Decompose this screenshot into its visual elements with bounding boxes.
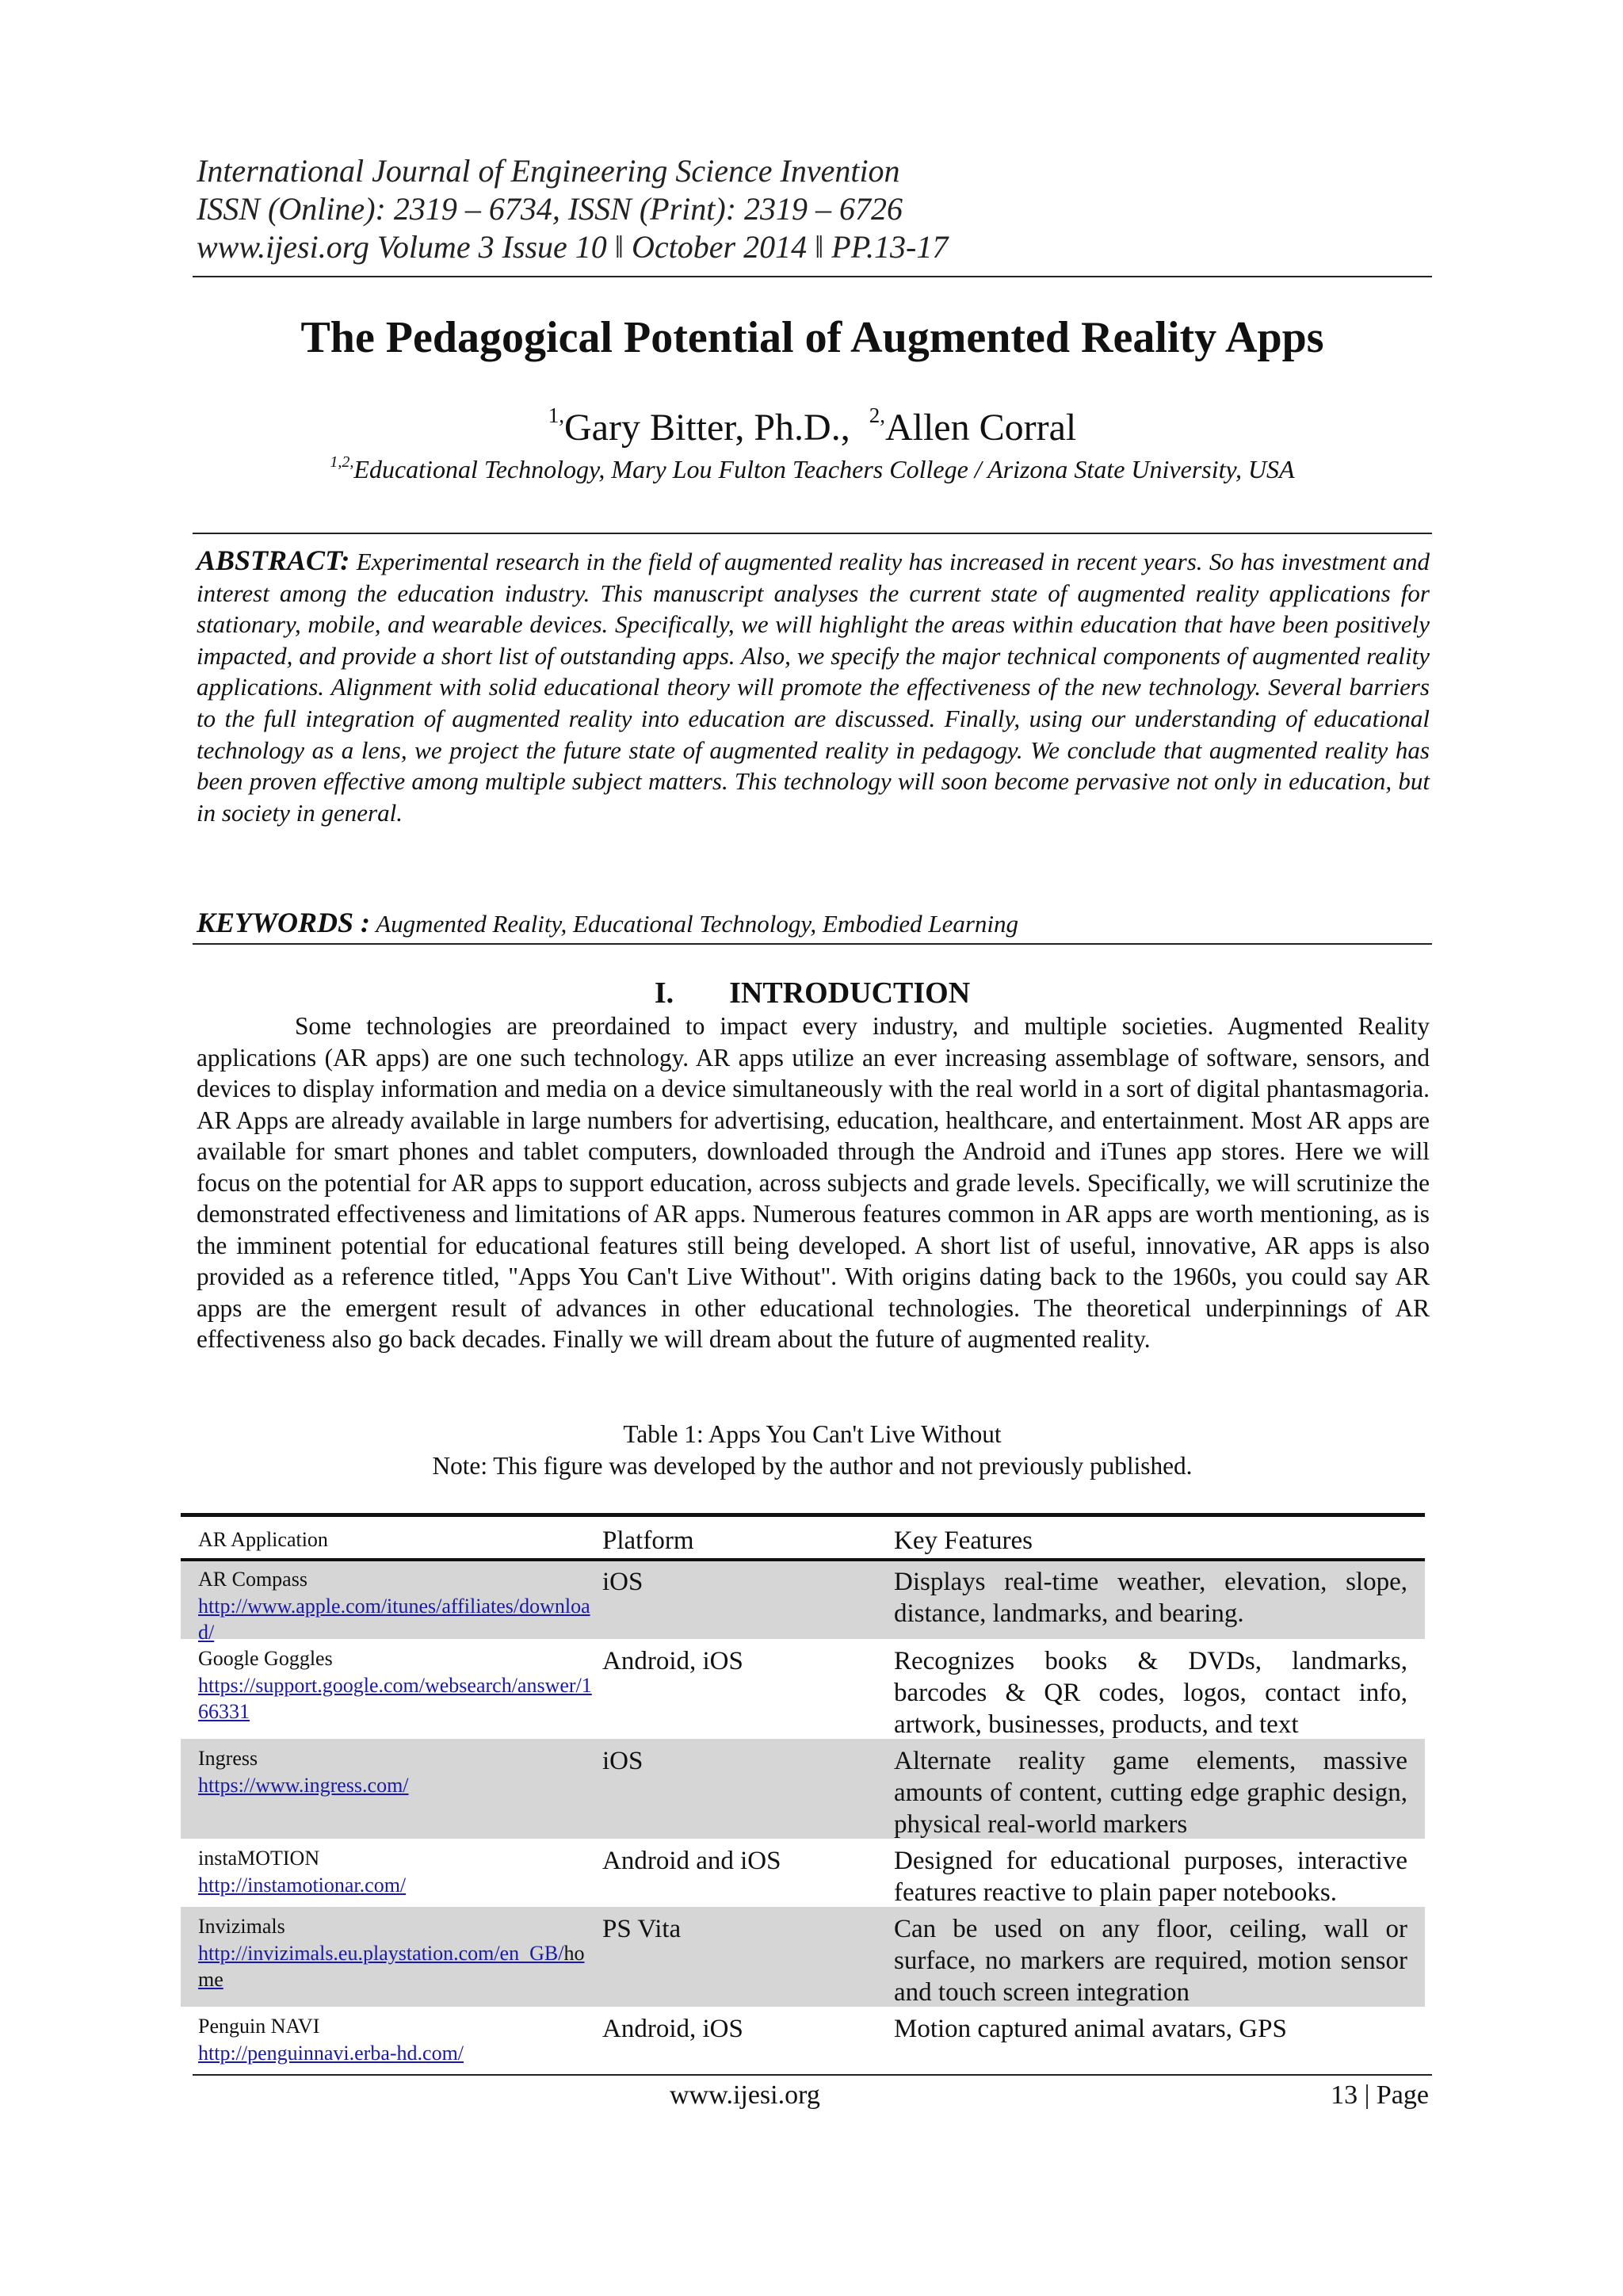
features-cell: Alternate reality game elements, massive amounts of content, cutting edge graphic design, physical real-world markers [894, 1747, 1407, 1839]
table-row [181, 1907, 1425, 2007]
journal-volume: www.ijesi.org Volume 3 Issue 10 ǁ October 2014 ǁ PP.13-17 [197, 229, 949, 265]
abstract-top-rule [193, 533, 1432, 534]
table-header-row [181, 1517, 1425, 1560]
table-header-rule [181, 1558, 1425, 1561]
author1-sup: 1, [548, 403, 565, 427]
affiliation: Educational Technology, Mary Lou Fulton Teachers College / Arizona State University, USA [353, 455, 1295, 483]
app-link[interactable]: https://www.ingress.com/ [198, 1774, 409, 1797]
app-cell [181, 1739, 593, 1839]
header-rule [193, 276, 1432, 277]
author2-sup: 2, [869, 403, 885, 427]
table-row [181, 1839, 1425, 1907]
app-link[interactable]: http://www.apple.com/itunes/affiliates/download/ [198, 1595, 590, 1644]
abstract-text: Experimental research in the field of augmented reality has increased in recent years. So has investment and interest among the education industry. This manuscript analyses the current state of augmented reality applications for stationary, mobile, and wearable devices. Specifically, we will highlight the areas within education that have been positively impacted, and provide a short list of outstanding apps. Also, we specify the major technical components of augmented reality applications. Alignment with solid educational theory will promote the effectiveness of the new technology. Several barriers to the full integration of augmented reality into education are discussed. Finally, using our understanding of educational technology as a lens, we project the future state of augmented reality in pedagogy. We conclude that augmented reality has been proven effective among multiple subject matters. This technology will soon become pervasive not only in education, but in society in general. [197, 548, 1430, 827]
table-caption-block [193, 1419, 1432, 1482]
author2-name: Allen Corral [884, 407, 1077, 449]
features-cell: Displays real-time weather, elevation, slope, distance, landmarks, and bearing. [894, 1568, 1407, 1628]
author1-name: Gary Bitter, Ph.D., [564, 407, 850, 449]
keywords [197, 907, 1430, 940]
introduction-paragraph: Some technologies are preordained to impact every industry, and multiple societies. Augmented Reality applications (AR apps) are one such technology. AR apps utilize an ever increasing assemblage of software, sensors, and devices to display information and media on a device simultaneously with the real world in a sort of digital phantasmagoria. AR Apps are already available in large numbers for advertising, education, healthcare, and entertainment. Most AR apps are available for smart phones and tablet computers, downloaded through the Android and iTunes app stores. Here we will focus on the potential for AR apps to support education, across subjects and grade levels. Specifically, we will scrutinize the demonstrated effectiveness and limitations of AR apps. Numerous features common in AR apps are worth mentioning, as is the imminent potential for educational features still being developed. A short list of useful, innovative, AR apps is also provided as a reference titled, "Apps You Can't Live Without". With origins dating back to the 1960s, you could say AR apps are the emergent result of advances in other educational technologies. The theoretical underpinnings of AR effectiveness also go back decades. Finally we will dream about the future of augmented reality. [197, 1012, 1430, 1353]
app-link-suffix: home [198, 1942, 585, 1991]
keywords-rule [193, 943, 1432, 945]
table-row [181, 1639, 1425, 1739]
table-row [181, 1560, 1425, 1644]
platform-cell: Android, iOS [602, 1647, 743, 1675]
section-title: INTRODUCTION [729, 976, 971, 1010]
footer-page-number: 13 | Page [1331, 2080, 1429, 2110]
app-name: AR Compass [198, 1568, 307, 1591]
keywords-text: Augmented Reality, Educational Technology, Embodied Learning [376, 910, 1019, 938]
apps-table [181, 1517, 1425, 2065]
app-name: Penguin NAVI [198, 2015, 320, 2038]
features-cell: Motion captured animal avatars, GPS [894, 2015, 1287, 2043]
features-cell: Designed for educational purposes, interactive features reactive to plain paper notebooks. [894, 1847, 1407, 1907]
platform-cell: iOS [602, 1568, 643, 1596]
keywords-label: KEYWORDS : [197, 907, 371, 938]
platform-cell: iOS [602, 1747, 643, 1775]
table-caption: Table 1: Apps You Can't Live Without [623, 1420, 1002, 1448]
section-number: I. [654, 976, 674, 1010]
affiliation-sup: 1,2, [330, 453, 354, 471]
footer-site: www.ijesi.org [670, 2080, 820, 2110]
paper-title: The Pedagogical Potential of Augmented Reality Apps [300, 313, 1324, 362]
abstract-label: ABSTRACT: [197, 544, 350, 576]
app-cell [181, 1560, 593, 1644]
header-key-features: Key Features [894, 1526, 1033, 1555]
table-note: Note: This figure was developed by the author and not previously published. [432, 1452, 1193, 1480]
header-platform: Platform [602, 1526, 694, 1555]
footer-rule [193, 2074, 1432, 2076]
features-cell: Can be used on any floor, ceiling, wall or surface, no markers are required, motion sensor and touch screen integration [894, 1915, 1407, 2007]
platform-cell: Android and iOS [602, 1847, 781, 1875]
app-name: Google Goggles [198, 1647, 333, 1670]
platform-cell: Android, iOS [602, 2015, 743, 2043]
section-heading [193, 975, 1432, 1011]
app-cell [181, 1907, 593, 2007]
table-row [181, 1739, 1425, 1839]
journal-header [197, 152, 1433, 266]
app-link[interactable]: https://support.google.com/websearch/answer/166331 [198, 1674, 592, 1723]
author-line [193, 403, 1432, 450]
app-link[interactable]: http://instamotionar.com/ [198, 1874, 407, 1897]
app-name: Invizimals [198, 1915, 285, 1938]
app-name: instaMOTION [198, 1847, 320, 1870]
journal-issn: ISSN (Online): 2319 – 6734, ISSN (Print): 2319 – 6726 [197, 191, 903, 227]
platform-cell: PS Vita [602, 1915, 682, 1943]
abstract [197, 545, 1430, 828]
app-cell [181, 2007, 593, 2065]
app-cell [181, 1839, 593, 1907]
table-row [181, 2007, 1425, 2065]
header-ar-application: AR Application [198, 1528, 328, 1551]
app-link-url[interactable]: http://invizimals.eu.playstation.com/en_GB/ [198, 1942, 564, 1965]
app-link[interactable] [198, 1940, 593, 1992]
app-link[interactable]: http://penguinnavi.erba-hd.com/ [198, 2042, 464, 2065]
journal-name: International Journal of Engineering Science Invention [197, 153, 900, 189]
affiliation-line [193, 453, 1432, 485]
features-cell: Recognizes books & DVDs, landmarks, barcodes & QR codes, logos, contact info, artwork, businesses, products, and text [894, 1647, 1407, 1739]
app-cell [181, 1639, 593, 1739]
app-name: Ingress [198, 1747, 258, 1770]
